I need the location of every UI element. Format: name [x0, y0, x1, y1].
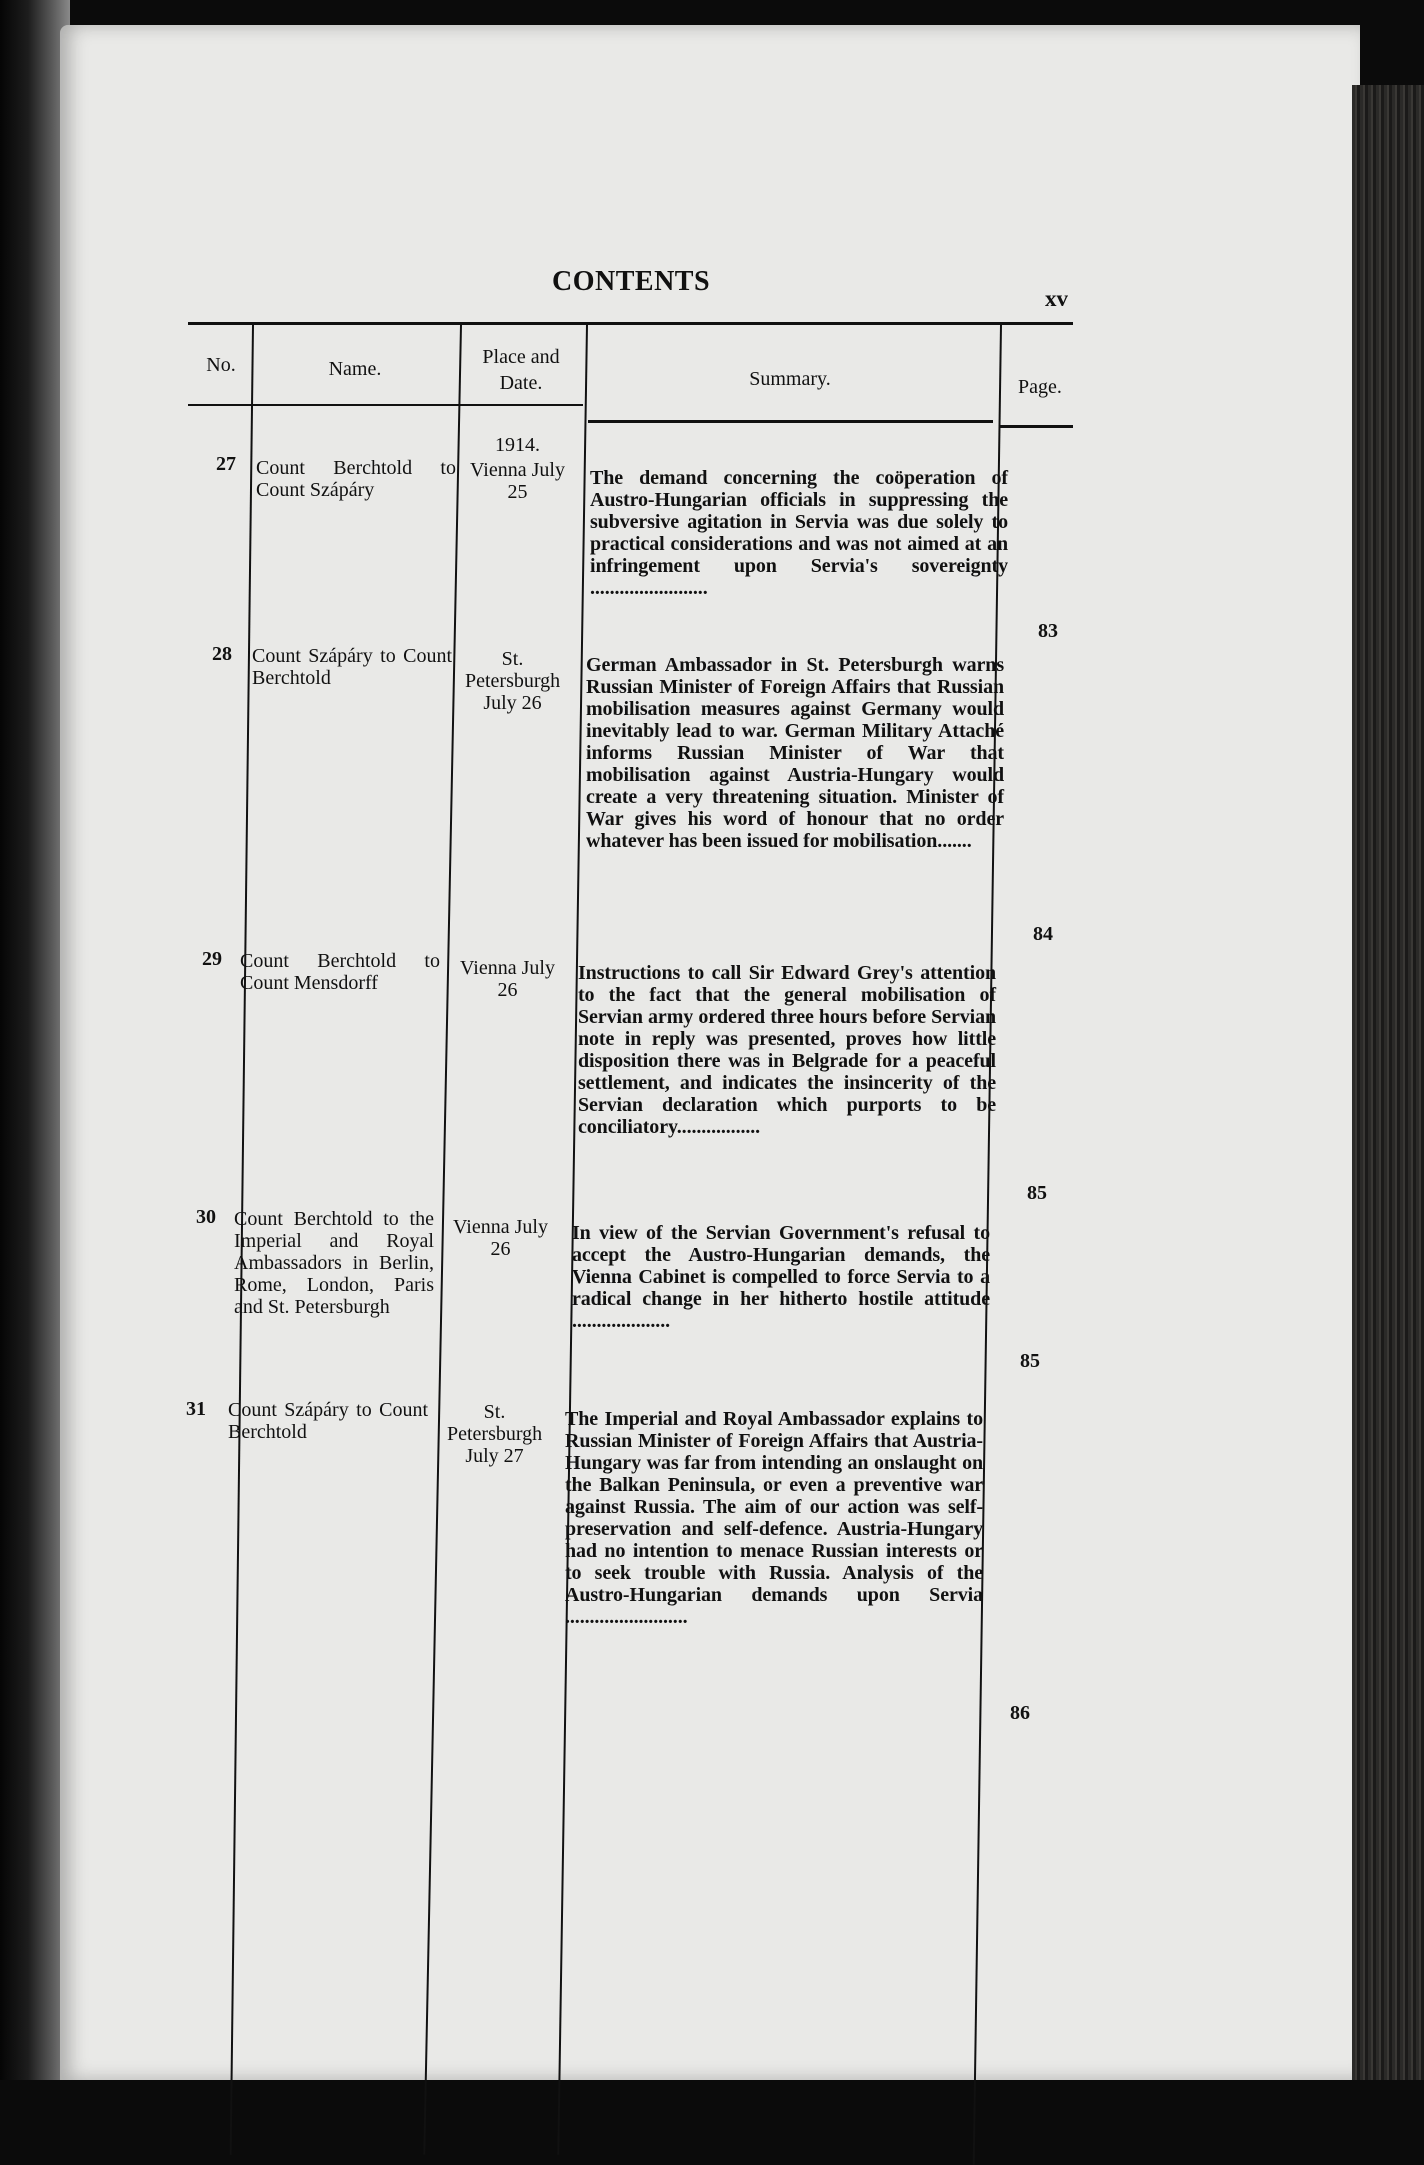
- entry-place-date: Vienna July 26: [453, 1216, 548, 1260]
- entry-name: Count Berchtold to Count Szápáry: [256, 457, 456, 501]
- column-header-place: Place and Date.: [482, 346, 560, 394]
- entry-summary: The Imperial and Royal Ambassador explains to Russian Minister of Foreign Affairs that Austria-Hungary was far from intending an onslaught on the Balkan Peninsula, or even a preventive war against Russia. The aim of our action was self-preservation and self-defence. Austria-Hungary had no intention to menace Russian interests or to seek trouble with Russia. Analysis of the Austro-Hungarian demands upon Servia .........................: [565, 1408, 983, 1628]
- column-header-no: No.: [206, 354, 236, 376]
- page-number: xv: [1045, 286, 1068, 311]
- entry-summary: German Ambassador in St. Petersburgh warns Russian Minister of Foreign Affairs that Russian mobilisation measures against Germany would inevitably lead to war. German Military Attaché informs Russian Minister of War that mobilisation against Austria-Hungary would create a very threatening situation. Minister of War gives his word of honour that no order whatever has been issued for mobilisation.......: [586, 654, 1004, 852]
- entry-year: 1914.: [495, 434, 540, 456]
- page-title: CONTENTS: [552, 266, 711, 297]
- table-header-rule: [188, 404, 583, 406]
- table-header-rule-summary: [588, 420, 993, 423]
- entry-page: 86: [1010, 1702, 1030, 1724]
- entry-place-date: St. Petersburgh July 27: [447, 1401, 543, 1467]
- column-header-summary: Summary.: [749, 368, 831, 390]
- table-top-rule: [188, 322, 1073, 325]
- entry-page: 84: [1033, 923, 1053, 945]
- entry-number: 31: [186, 1398, 206, 1420]
- entry-page: 85: [1020, 1350, 1040, 1372]
- page-stack-edge: [1352, 85, 1424, 2080]
- entry-name: Count Szápáry to Count Berchtold: [228, 1399, 428, 1443]
- column-header-name: Name.: [328, 358, 382, 380]
- entry-name: Count Berchtold to Count Mensdorff: [240, 950, 440, 994]
- table-header-rule-page: [1000, 425, 1073, 428]
- entry-page: 85: [1027, 1182, 1047, 1204]
- column-header-page: Page.: [1018, 376, 1062, 398]
- entry-number: 28: [212, 643, 232, 665]
- entry-name: Count Berchtold to the Imperial and Royal Ambassadors in Berlin, Rome, London, Paris and St. Petersburgh: [234, 1208, 434, 1318]
- entry-number: 29: [202, 948, 222, 970]
- entry-place-date: Vienna July 25: [470, 459, 565, 503]
- entry-place-date: St. Petersburgh July 26: [465, 648, 561, 714]
- entry-page: 83: [1038, 620, 1058, 642]
- entry-summary: Instructions to call Sir Edward Grey's attention to the fact that the general mobilisation of Servian army ordered three hours before Servian note in reply was presented, proves how little disposition there was in Belgrade for a peaceful settlement, and indicates the insincerity of the Servian declaration which purports to be conciliatory.................: [578, 962, 996, 1138]
- entry-place-date: Vienna July 26: [460, 957, 555, 1001]
- entry-summary: In view of the Servian Government's refusal to accept the Austro-Hungarian demands, the Vienna Cabinet is compelled to force Servia to a radical change in her hitherto hostile attitude ....................: [572, 1222, 990, 1332]
- entry-number: 27: [216, 453, 236, 475]
- entry-summary: The demand concerning the coöperation of Austro-Hungarian officials in suppressing the subversive agitation in Servia was due solely to practical considerations and was not aimed at an infringement upon Servia's sovereignty ........................: [590, 467, 1008, 599]
- entry-number: 30: [196, 1206, 216, 1228]
- entry-name: Count Szápáry to Count Berchtold: [252, 645, 452, 689]
